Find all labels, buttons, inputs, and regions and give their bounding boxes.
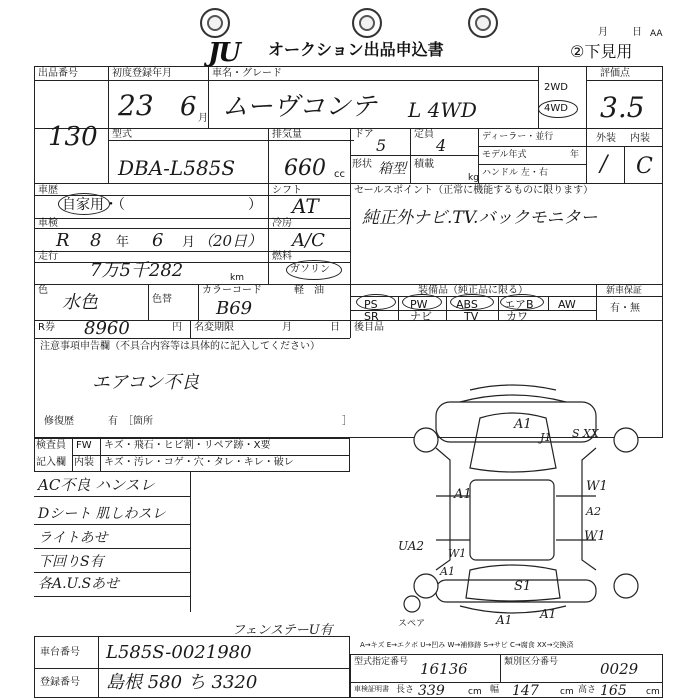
lot-no: 130 [48, 122, 98, 152]
insp-month-unit: 月 [182, 235, 196, 250]
remark-5: 各A.U.Sあせ [38, 576, 120, 592]
door-label: ドア [354, 129, 374, 140]
handle-label: ハンドル 左・右 [482, 168, 548, 178]
equip-ps: PS [364, 298, 378, 311]
insp-year-unit: 年 [116, 235, 130, 250]
insp-day: （20日） [198, 232, 263, 250]
reg-label: 登録番号 [40, 677, 80, 688]
width-value: 147 [512, 683, 539, 699]
mark-w1-lower: W1 [448, 547, 467, 560]
meigi-label: 名変期限 [194, 322, 234, 333]
notes: エアコン不良 [92, 372, 200, 393]
width-label: 幅 [490, 685, 500, 695]
meigi-day: 日 [330, 322, 340, 333]
equip-pw: PW [410, 298, 428, 311]
ac-label: 冷房 [272, 218, 292, 229]
ju-logo: JU [208, 38, 239, 68]
mark-w1-right: W1 [586, 479, 608, 494]
recycle: 8960 [84, 318, 130, 339]
mark-a1-left: A1 [454, 487, 472, 502]
height-cm: cm [646, 687, 660, 697]
length-value: 339 [418, 683, 445, 699]
chassis-label: 車台番号 [40, 647, 80, 658]
length-label: 長さ [396, 685, 415, 695]
equip-tv: TV [464, 310, 479, 323]
capacity: 4 [436, 136, 447, 155]
type-designation: 16136 [420, 660, 468, 678]
insp-month: 6 [152, 230, 164, 251]
shift: AT [292, 194, 319, 218]
first-reg-year: 23 [118, 89, 154, 122]
equip-aw: AW [558, 298, 576, 311]
fw-items: キズ・飛石・ヒビ割・リペア跡・X要 [104, 440, 271, 451]
load-label: 積載 [414, 159, 434, 170]
interior-label: 内装 [630, 133, 650, 144]
inspector-label: 検査員 [36, 440, 66, 451]
displacement-label: 排気量 [272, 129, 302, 140]
notes-label: 注意事項申告欄（不具合内容等は具体的に記入してください） [40, 341, 320, 352]
insp-year: 8 [90, 230, 102, 251]
height-label: 高さ [578, 685, 597, 695]
drive-2wd: 2WD [544, 82, 568, 93]
fuel-gas: ガソリン [290, 264, 330, 275]
insp-era: R [56, 230, 70, 251]
spare-label: スペア [398, 619, 426, 629]
remark-4: 下回りS有 [38, 554, 104, 570]
model-year-unit: 年 [570, 150, 580, 160]
usage: 自家用・（ [62, 197, 125, 213]
reg-number: 島根 580 ち 3320 [106, 672, 258, 693]
class-label: 類別区分番号 [504, 657, 559, 667]
color: 水色 [62, 292, 98, 313]
new-warranty-label: 新車保証 [606, 286, 643, 296]
remark-1: AC不良 ハンスレ [38, 476, 155, 494]
model: DBA-L585S [118, 156, 236, 180]
width-cm: cm [560, 687, 574, 697]
rear-seat-label: 後目品 [354, 322, 384, 333]
interior-grade: C [636, 154, 653, 179]
drive-4wd: 4WD [544, 103, 568, 114]
remark-2: Dシート 肌しわスレ [38, 506, 166, 522]
mark-a1-lower: A1 [440, 565, 455, 578]
header-day: 日 [632, 27, 642, 38]
mark-w1-right2: W1 [584, 529, 606, 544]
color-code-label: カラーコード [202, 285, 262, 296]
first-reg-month: 6 [180, 92, 197, 122]
mark-j1: J1 [540, 431, 552, 444]
shape-label: 形状 [352, 159, 372, 170]
type-designation-label: 型式指定番号 [354, 657, 409, 667]
inspection-label: 車検 [38, 218, 58, 229]
fuel-label: 燃料 [272, 251, 292, 262]
repair-label: 修復歴 [44, 416, 74, 427]
recycle-label: R券 [38, 322, 55, 333]
interior-check-label: 内装 [74, 457, 94, 468]
entry-label: 記入欄 [36, 457, 66, 468]
equip-airbag: エアB [504, 298, 534, 311]
equip-leather: カワ [506, 310, 528, 323]
load-kg: kg [468, 173, 479, 183]
repair-value: 有 ［箇所 [108, 416, 153, 427]
model-label: 型式 [112, 129, 132, 140]
chassis-number: L585S-0021980 [106, 642, 252, 663]
header-aa: AA [650, 29, 663, 39]
footer-note: フェンステーU有 [232, 623, 333, 638]
fw-label: FW [76, 440, 92, 451]
car-name-label: 車名・グレード [212, 68, 282, 79]
first-reg-label: 初度登録年月 [112, 68, 172, 79]
usage-close: ） [248, 197, 262, 213]
copy-label: ②下見用 [570, 42, 633, 61]
exterior-label: 外装 [596, 133, 616, 144]
mark-a1-top: A1 [514, 417, 532, 432]
score: 3.5 [600, 91, 645, 124]
mark-a2-right: A2 [586, 505, 601, 518]
car-name: ムーヴコンテ [222, 92, 377, 122]
mark-ua2: UA2 [398, 539, 425, 553]
cert-label: 車検証明書 [354, 685, 389, 693]
color-label: 色 [38, 285, 48, 296]
class-number: 0029 [600, 660, 639, 678]
recycle-yen: 円 [172, 322, 182, 333]
selling-label: セールスポイント（正常に機能するものに限ります） [354, 185, 594, 196]
color-code: B69 [216, 298, 253, 319]
dealer-label: ディーラー・並行 [482, 132, 554, 142]
mark-a1-bottom-left: A1 [496, 613, 513, 627]
height-value: 165 [600, 683, 627, 699]
selling-points: 純正外ナビ.TV.バックモニター [362, 208, 598, 228]
first-reg-month-unit: 月 [198, 113, 208, 124]
fuel-diesel: 軽 油 [294, 285, 324, 296]
mileage: 7万5千282 [90, 260, 184, 281]
grade: L 4WD [408, 98, 477, 122]
mark-a1-bottom-right: A1 [540, 607, 557, 621]
shift-label: シフト [272, 185, 302, 196]
cc: cc [334, 169, 345, 180]
exterior-grade: / [600, 152, 608, 177]
form-title: オークション出品申込書 [268, 40, 444, 59]
equip-sr: SR [364, 310, 379, 323]
color-change-label: 色替 [152, 294, 172, 305]
score-label: 評価点 [600, 68, 630, 79]
equip-navi: ナビ [410, 310, 432, 323]
capacity-label: 定員 [414, 129, 434, 140]
usage-label: 車歴 [38, 185, 58, 196]
interior-items: キズ・汚レ・コゲ・穴・タレ・キレ・破レ [104, 457, 294, 468]
shape: 箱型 [378, 161, 406, 177]
mileage-label: 走行 [38, 251, 58, 262]
mark-s1: S1 [514, 579, 532, 594]
legend: A→キズ E→エクボ U→凹み W→補修跡 S→サビ C→腐食 XX→交換済 [360, 641, 574, 649]
door: 5 [376, 136, 387, 155]
header-month: 月 [598, 27, 608, 38]
warranty: 有・無 [610, 303, 640, 314]
km: km [230, 273, 244, 283]
equip-abs: ABS [456, 298, 478, 311]
meigi-month: 月 [282, 322, 292, 333]
length-cm: cm [468, 687, 482, 697]
lot-no-label: 出品番号 [38, 68, 78, 79]
remark-3: ライトあせ [38, 530, 108, 546]
repair-close: ］ [342, 416, 352, 427]
mark-s-xx: S XX [572, 427, 599, 440]
model-year-label: モデル年式 [482, 150, 527, 160]
displacement: 660 [284, 156, 326, 181]
ac: A/C [292, 230, 325, 251]
equipment-label: 装備品（純正品に限る） [418, 285, 528, 296]
